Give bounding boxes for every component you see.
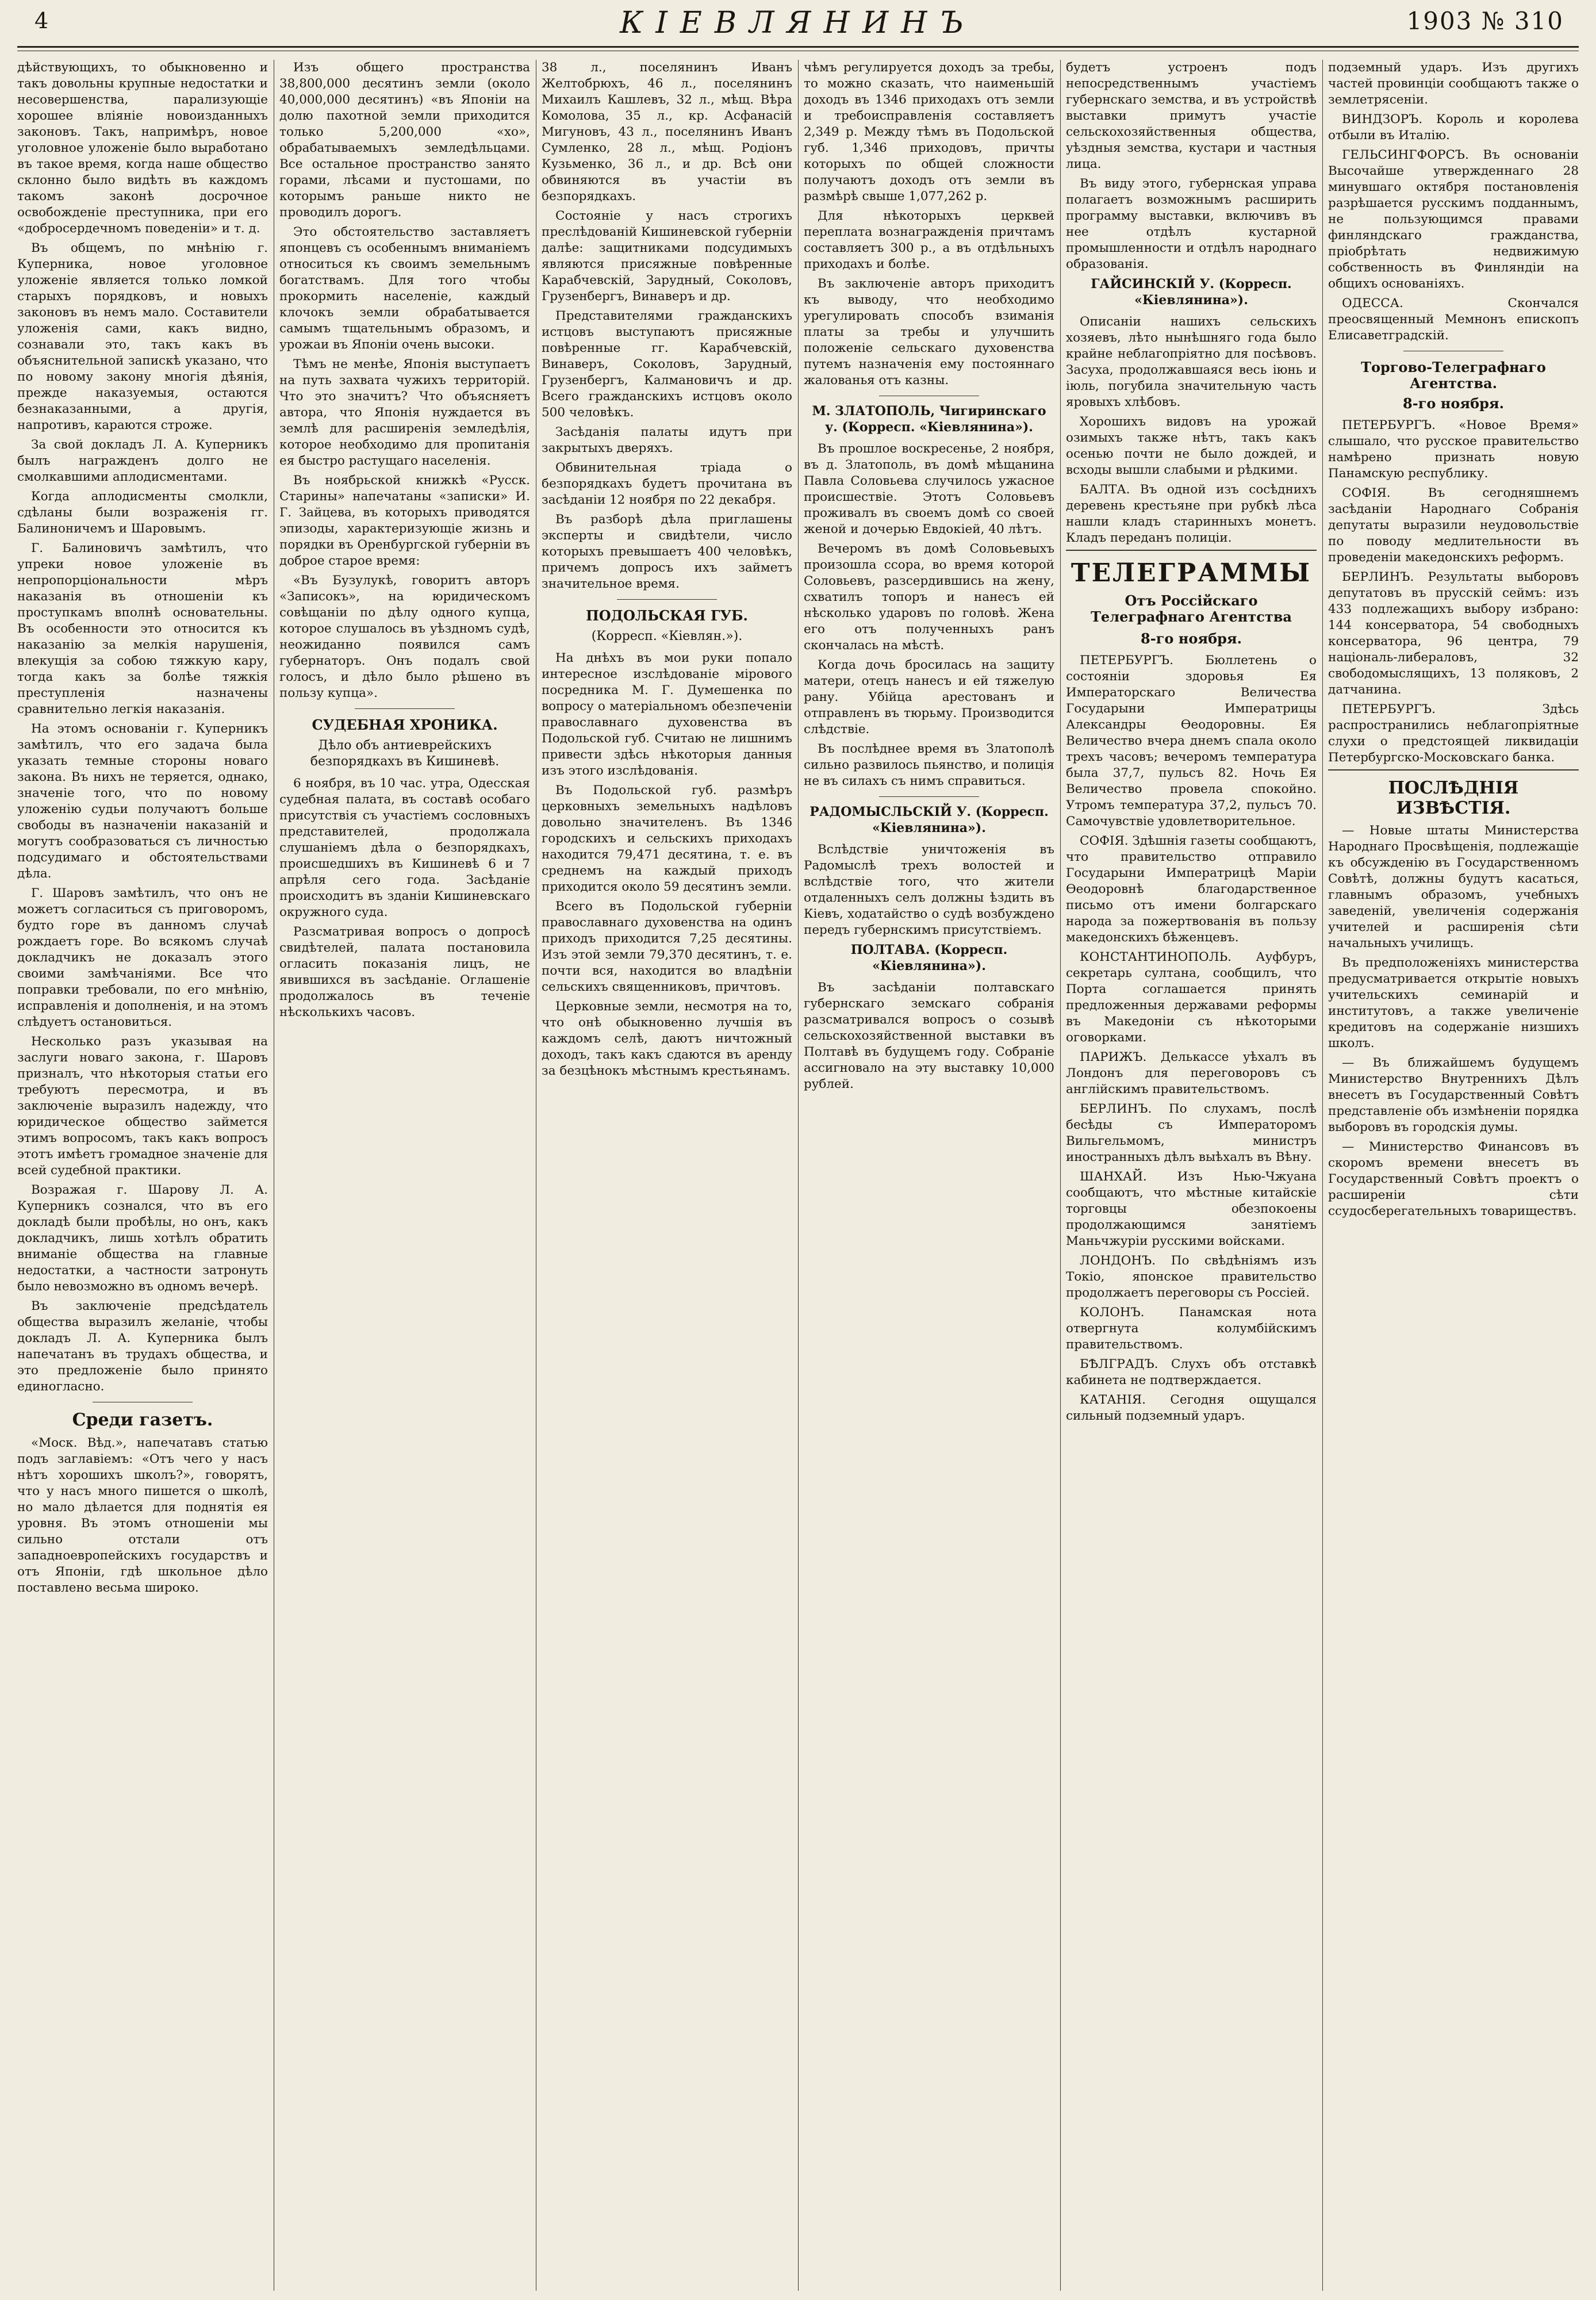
paragraph: Несколько разъ указывая на заслуги новаго закона, г. Шаровъ призналъ, что нѣкоторыя статьи его требуютъ пересмотра, и въ заключеніе выразилъ надежду, что юридическое общество займется этимъ вопросомъ, такъ какъ вопросъ этотъ имѣетъ громадное значеніе для всей судебной практики. [17,1034,268,1178]
paragraph: Для нѣкоторыхъ церквей переплата вознагражденія причтамъ составляетъ 300 р., а въ отдѣльныхъ приходахъ и болѣе. [804,209,1054,271]
article-columns [17,60,1579,2291]
paragraph: Въ ноябрьской книжкѣ «Русск. Старины» напечатаны «записки» И. Г. Зайцева, въ которыхъ приводятся эпизоды, характеризующіе жизнь и порядки въ Оренбургской губерніи въ доброе старое время: [279,473,530,568]
paragraph: Вслѣдствіе уничтоженія въ Радомыслѣ трехъ волостей и вслѣдствіе того, что жители отдаленныхъ селъ должны ѣздить въ Кіевъ, ходатайство о судѣ возбуждено передъ губернскимъ присутствіемъ. [804,842,1054,937]
column-fade [542,2256,792,2291]
paragraph: Изъ общего пространства 38,800,000 десятинъ земли (около 40,000,000 десятинъ) «въ Японіи на долю пахотной земли приходится только 5,200,000 «хо», обрабатываемыхъ земледѣльцами. Все остальное пространство занято горами, лѣсами и пустошами, по которымъ раньше никто не проводилъ дорогъ. [279,60,530,220]
paragraph: Разсматривая вопросъ о допросѣ свидѣтелей, палата постановила огласить показанія лицъ, не явившихся въ засѣданіе. Оглашеніе продолжалось въ теченіе нѣсколькихъ часовъ. [279,924,530,1019]
newspaper-title: КІЕВЛЯНИНЪ [620,6,976,40]
paragraph: БАЛТА. Въ одной изъ сосѣднихъ деревень крестьяне при рубкѣ лѣса нашли кладъ старинныхъ монетъ. Кладъ переданъ полиціи. [1066,482,1317,545]
paragraph: дѣйствующихъ, то обыкновенно и такъ довольны крупные недостатки и несовершенства, парализующіе хорошее вліяніе новоизданныхъ законовъ. Такъ, напримѣръ, новое уголовное уложеніе было выработано въ такое время, когда наше общество склонно было видѣть въ каждомъ такомъ законѣ досрочное освобожденіе преступника, при его «добросердечномъ поведеніи» и т. д. [17,60,268,236]
column-3 [542,60,792,2291]
telegram: подземный ударъ. Изъ другихъ частей провинціи сообщаютъ также о землетрясеніи. [1328,60,1579,107]
correspondent-byline: М. ЗЛАТОПОЛЬ, Чигиринскаго у. (Корресп. «Кіевлянина»). [812,404,1046,435]
paragraph: Когда аплодисменты смолкли, сдѣланы были возраженія гг. Балиноничемъ и Шаровымъ. [17,489,268,536]
section-divider [355,708,455,709]
paragraph: Тѣмъ не менѣе, Японія выступаетъ на путь захвата чужихъ территорій. Что это значитъ? Что объясняетъ автора, что Японія нуждается въ землѣ для расширенія земледѣлія, которое необходимо для пропитанія ея быстро растущаго населенія. [279,357,530,468]
column-6 [1328,60,1579,2291]
paragraph: Хорошихъ видовъ на урожай озимыхъ также нѣтъ, такъ какъ осенью почти не было дождей, и всходы вышли слабыми и рѣдкими. [1066,415,1317,477]
paragraph: Въ предположеніяхъ министерства предусматривается открытіе новыхъ учительскихъ семинарій и институтовъ, а также увеличеніе кредитовъ на содержаніе низшихъ школъ. [1328,956,1579,1051]
paragraph: Церковные земли, несмотря на то, что онѣ обыкновенно лучшія въ каждомъ селѣ, даютъ ничтожный доходъ, такъ какъ сдаются въ аренду за безцѣнокъ мѣстнымъ крестьянамъ. [542,999,792,1078]
telegram: ЛОНДОНЪ. По свѣдѣніямъ изъ Токіо, японское правительство продолжаетъ переговоры съ Россіей. [1066,1253,1317,1300]
column-5 [1066,60,1317,2291]
paragraph: Въ общемъ, по мнѣнію г. Куперника, новое уголовное уложеніе является только ломкой старыхъ порядковъ, и новыхъ законовъ въ немъ мало. Составители уложенія сами, какъ видно, сознавали это, такъ какъ въ объяснительной запискѣ указано, что по новому закону многія дѣянія, прежде наказуемыя, остаются безнаказанными, а другія, напротивъ, караются строже. [17,241,268,432]
paragraph: Всего въ Подольской губерніи православнаго духовенства на одинъ приходъ приходится 7,25 десятины. Изъ этой земли 79,370 десятинъ, т. е. почти вся, находится во владѣніи сельскихъ священниковъ, причтовъ. [542,899,792,994]
telegram: СОФІЯ. Въ сегодняшнемъ засѣданіи Народнаго Собранія депутаты выразили неудовольствіе по поводу медлительности въ проведеніи македонскихъ реформъ. [1328,486,1579,565]
paragraph: Въ заключеніе авторъ приходитъ къ выводу, что необходимо урегулировать способъ взиманія платы за требы и улучшить положеніе сельскаго духовенства путемъ назначенія ему постояннаго жалованья отъ казны. [804,277,1054,388]
paragraph: На днѣхъ въ мои руки попало интересное изслѣдованіе мірового посредника М. Г. Думешенка по вопросу о матеріальномъ обезпеченіи православнаго духовенства въ Подольской губ. Считаю не лишнимъ привести здѣсь нѣкоторыя данныя изъ этого изслѣдованія. [542,650,792,778]
telegram: КОЛОНЪ. Панамская нота отвергнута колумбійскимъ правительствомъ. [1066,1305,1317,1352]
masthead-rule [17,46,1579,48]
paragraph: Въ разборѣ дѣла приглашены эксперты и свидѣтели, число которыхъ превышаетъ 400 человѣкъ, причемъ допросъ ихъ займетъ значительное время. [542,512,792,591]
section-heading-court-chronicle: СУДЕБНАЯ ХРОНИКА. [312,716,498,733]
correspondent-byline: ГАЙСИНСКІЙ У. (Корресп. «Кіевлянина»). [1091,277,1292,308]
section-heading-newspapers: Среди газетъ. [72,1410,213,1430]
section-heading-podolia: ПОДОЛЬСКАЯ ГУБ. [586,607,748,624]
paragraph: Г. Шаровъ замѣтилъ, что онъ не можетъ согласиться съ приговоромъ, будто горе въ данномъ случаѣ рождаетъ горе. Во всякомъ случаѣ докладчикъ не доказалъ этого своими замѣчаніями. Все что поправки требовали, по его мнѣнію, исправленія и дополненія, и на этомъ слѣдуетъ остановиться. [17,886,268,1029]
paragraph: «Моск. Вѣд.», напечатавъ статью подъ заглавіемъ: «Отъ чего у насъ нѣтъ хорошихъ школъ?», говорятъ, что у насъ много пишется о школѣ, но мало дѣлается для поднятія ея уровня. Въ этомъ отношеніи мы сильно отстали отъ западноевропейскихъ государствъ и отъ Японіи, гдѣ школьное дѣло поставлено весьма широко. [17,1435,268,1595]
paragraph: чѣмъ регулируется доходъ за требы, то можно сказать, что наименьшій доходъ въ 1346 приходахъ отъ земли и требоисправленія составляетъ 2,349 р. Между тѣмъ въ Подольской губ. 1,346 приходовъ, причты которыхъ по общей сложности получаютъ доходъ отъ земли въ размѣрѣ свыше 1,077,262 р. [804,60,1054,204]
telegram: БЕРЛИНЪ. По слухамъ, послѣ бесѣды съ Императоромъ Вильгельмомъ, министръ иностранныхъ дѣлъ выѣхалъ въ Вѣну. [1066,1101,1317,1164]
telegram: БЕРЛИНЪ. Результаты выборовъ депутатовъ въ прусскій сеймъ: изъ 433 подлежащихъ выбору избрано: 144 консерватора, 54 свободныхъ консерватора, 96 центра, 79 національ-либераловъ, 32 свободомыслящихъ, 13 поляковъ, 2 датчанина. [1328,570,1579,697]
telegram: ШАНХАЙ. Изъ Нью-Чжуана сообщаютъ, что мѣстные китайскіе торговцы обезпокоены продолжающимся занятіемъ Маньчжуріи русскими войсками. [1066,1169,1317,1248]
paragraph: Въ виду этого, губернская управа полагаетъ возможнымъ расширить программу выставки, включивъ въ нее отдѣлъ кустарной промышленности и отдѣлъ народнаго образованія. [1066,177,1317,271]
column-2 [279,60,530,2291]
paragraph: — Въ ближайшемъ будущемъ Министерство Внутреннихъ Дѣлъ внесетъ въ Государственный Совѣтъ представленіе объ измѣненіи порядка выборовъ въ городскія думы. [1328,1056,1579,1135]
telegram: ПАРИЖЪ. Делькассе уѣхалъ въ Лондонъ для переговоровъ съ англійскимъ правительствомъ. [1066,1049,1317,1097]
paragraph: Обвинительная тріада о безпорядкахъ будетъ прочитана въ засѣданіи 12 ноября по 22 декабря. [542,461,792,507]
paragraph: Въ прошлое воскресенье, 2 ноября, въ д. Златополь, въ домѣ мѣщанина Павла Соловьева случилось ужасное происшествіе. Этотъ Соловьевъ проживалъ въ своемъ домѣ со своей женой и дочерью Евдокіей, 40 лѣтъ. [804,442,1054,536]
telegram-date: 8-го ноября. [1403,395,1504,412]
paragraph: Въ послѣднее время въ Златополѣ сильно развилось пьянство, и полиція не въ силахъ съ нимъ справиться. [804,742,1054,788]
paragraph: — Новые штаты Министерства Народнаго Просвѣщенія, подлежащіе къ обсужденію въ Государственномъ Совѣтѣ, должны будутъ касаться, главнымъ образомъ, учебныхъ заведеній, увеличенія содержанія учителей и расширенія сѣти начальныхъ училищъ. [1328,823,1579,951]
paragraph: «Въ Бузулукѣ, говоритъ авторъ «Записокъ», на юридическомъ совѣщаніи по дѣлу одного купца, которое слушалось въ уѣздномъ судѣ, неожиданно появился самъ губернаторъ. Онъ подалъ свой голосъ, и дѣло было рѣшено въ пользу купца». [279,573,530,700]
section-heading-latest-news: ПОСЛѢДНІЯ ИЗВѢСТІЯ. [1388,778,1519,818]
paragraph: Описаніи нашихъ сельскихъ хозяевъ, лѣто нынѣшняго года было крайне неблагопріятно для посѣвовъ. Засуха, продолжавшаяся весь іюнь и іюль, погубила значительную часть яровыхъ хлѣбовъ. [1066,315,1317,409]
section-heading-telegrams: ТЕЛЕГРАММЫ [1071,558,1312,588]
column-fade [1066,2256,1317,2291]
column-rule [798,60,799,2291]
column-fade [279,2256,530,2291]
paragraph: Въ засѣданіи полтавскаго губернскаго земскаго собранія разсматривался вопросъ о созывѣ сельскохозяйственной выставки въ Полтавѣ въ будущемъ году. Собраніе ассигновало на эту выставку 10,000 рублей. [804,980,1054,1091]
section-subheading: (Корресп. «Кіевлян.»). [591,628,743,643]
column-fade [1328,2256,1579,2291]
paragraph: Г. Балиновичъ замѣтилъ, что упреки новое уложеніе въ непропорціональности мѣръ наказанія въ отношеніи къ проступкамъ вполнѣ основательны. Въ особенности это относится къ наказанію за мелкія нарушенія, влекущія за собою тяжкую кару, тогда какъ за болѣе тяжкія преступленія назначены сравнительно легкія наказанія. [17,541,268,716]
paragraph: 38 л., поселянинъ Иванъ Желтобрюхъ, 46 л., поселянинъ Михаилъ Кашлевъ, 32 л., мѣщ. Вѣра Комолова, 35 л., кр. Асфанасій Мигуновъ, 43 л., поселянинъ Иванъ Сумленко, 28 л., мѣщ. Родіонъ Кузьменко, 36 л., и др. Всѣ они обвиняются въ участіи въ безпорядкахъ. [542,60,792,204]
column-rule [1060,60,1061,2291]
paragraph: Вечеромъ въ домѣ Соловьевыхъ произошла ссора, во время которой Соловьевъ, разсердившись на жену, схватилъ топоръ и нанесъ ей нѣсколько ударовъ по головѣ. Жена его отъ полученныхъ ранъ скончалась на мѣстѣ. [804,542,1054,653]
paragraph: Возражая г. Шарову Л. А. Куперникъ сознался, что въ его докладѣ были пробѣлы, но онъ, какъ докладчикъ, лишь хотѣлъ обратить вниманіе общества на главные недостатки, а частности затронуть было невозможно въ одномъ вечерѣ. [17,1183,268,1294]
column-fade [17,2256,268,2291]
page-number: 4 [34,8,49,33]
correspondent-byline: РАДОМЫСЛЬСКІЙ У. (Корресп. «Кіевлянина»). [809,804,1049,835]
section-subheading: Дѣло объ антиеврейскихъ безпорядкахъ въ Кишиневѣ. [310,738,500,769]
paragraph: Это обстоятельство заставляетъ японцевъ съ особеннымъ вниманіемъ относиться къ своимъ земельнымъ богатствамъ. Для того чтобы прокормить населеніе, каждый клочокъ земли обрабатывается самымъ тщательнымъ образомъ, и урожаи въ Японіи очень высоки. [279,225,530,352]
telegram-date: 8-го ноября. [1141,630,1242,647]
section-divider [1328,769,1579,770]
telegram: БѢЛГРАДЪ. Слухъ объ отставкѣ кабинета не подтверждается. [1066,1356,1317,1387]
telegram: ПЕТЕРБУРГЪ. Бюллетень о состояніи здоровья Ея Императорскаго Величества Государыни Императрицы Александры Ѳеодоровны. Ея Величество вчера днемъ спала около трехъ часовъ; вечеромъ температура была 37,7, пульсъ 82. Ночь Ея Величество провела спокойно. Утромъ температура 37,2, пульсъ 70. Самочувствіе удовлетворительное. [1066,653,1317,829]
section-divider [617,599,717,600]
paragraph: — Министерство Финансовъ въ скоромъ времени внесетъ въ Государственный Совѣтъ проектъ о расширеніи сѣти ссудосберегательныхъ товариществъ. [1328,1140,1579,1219]
telegram: СОФІЯ. Здѣшнія газеты сообщаютъ, что правительство отправило Государыни Императрицѣ Маріи Ѳеодоровнѣ благодарственное письмо отъ имени болгарскаго народа за пожертвованія въ пользу македонскихъ бѣженцевъ. [1066,833,1317,945]
telegram: ГЕЛЬСИНГФОРСЪ. Въ основаніи Высочайше утвержденнаго 28 минувшаго октября постановленія разрѣшается русскимъ подданнымъ, не пользующимся правами финляндскаго гражданства, пріобрѣтать недвижимую собственность въ Финляндіи на общихъ основаніяхъ. [1328,148,1579,291]
column-rule [1322,60,1323,2291]
section-divider [879,796,979,797]
section-divider [1066,550,1317,551]
column-fade [804,2256,1054,2291]
paragraph: За свой докладъ Л. А. Куперникъ былъ награжденъ долго не смолкавшими аплодисментами. [17,438,268,484]
paragraph: 6 ноября, въ 10 час. утра, Одесская судебная палата, въ составѣ особаго присутствія съ участіемъ сословныхъ представителей, продолжала слушаніемъ дѣла о безпорядкахъ, происшедшихъ въ Кишиневѣ 6 и 7 апрѣля сего года. Засѣданіе происходитъ въ зданіи Кишиневскаго окружного суда. [279,776,530,919]
telegram: ВИНДЗОРЪ. Король и королева отбыли въ Италію. [1328,112,1579,143]
paragraph: Въ заключеніе предсѣдатель общества выразилъ желаніе, чтобы докладъ Л. А. Куперника былъ напечатанъ въ трудахъ общества, и это предложеніе было принято единогласно. [17,1299,268,1394]
paragraph: На этомъ основаніи г. Куперникъ замѣтилъ, что его задача была указать темные стороны новаго закона. Въ нихъ не теряется, однако, значеніе того, что по новому уложенію судьи получаютъ больше свободы въ назначеніи наказаній и могутъ сообразоваться съ личностью подсудимаго и обстоятельствами дѣла. [17,722,268,881]
telegram-agency: Отъ Россійскаго Телеграфнаго Агентства [1091,592,1292,625]
correspondent-byline: ПОЛТАВА. (Корресп. «Кіевлянина»). [850,942,1008,973]
paragraph: Въ Подольской губ. размѣръ церковныхъ земельныхъ надѣловъ довольно значителенъ. Въ 1346 городскихъ и сельскихъ приходахъ находится 79,471 десятина, т. е. въ среднемъ на каждый приходъ приходится около 59 десятинъ земли. [542,783,792,894]
section-heading-trade-agency: Торгово-Телеграфнаго Агентства. [1361,359,1546,392]
telegram: КАТАНІЯ. Сегодня ощущался сильный подземный ударъ. [1066,1392,1317,1423]
paragraph: Когда дочь бросилась на защиту матери, отецъ нанесъ и ей тяжелую рану. Убійца арестованъ и отправленъ въ тюрьму. Производится слѣдствіе. [804,658,1054,737]
telegram: ПЕТЕРБУРГЪ. «Новое Время» слышало, что русское правительство намѣрено признать новую Панамскую республику. [1328,418,1579,481]
column-4 [804,60,1054,2291]
paragraph: Засѣданія палаты идутъ при закрытыхъ дверяхъ. [542,425,792,455]
masthead [0,0,1596,64]
paragraph: Представителями гражданскихъ истцовъ выступаютъ присяжные повѣренные гг. Карабчевскій, Винаверъ, Соколовъ, Зарудный, Грузенбергъ, Калмановичъ и др. Всего гражданскихъ истцовъ около 500 человѣкъ. [542,309,792,420]
issue-number: 1903 № 310 [1406,7,1564,35]
column-1 [17,60,268,2291]
paragraph: будетъ устроенъ подъ непосредственнымъ участіемъ губернскаго земства, и въ устройствѣ выставки примутъ участіе сельскохозяйственныя общества, уѣздныя земства, кустари и частныя лица. [1066,60,1317,171]
telegram: ОДЕССА. Скончался преосвященный Мемнонъ епископъ Елисаветградскій. [1328,296,1579,343]
paragraph: Состояніе у насъ строгихъ преслѣдованій Кишиневской губерніи далѣе: защитниками подсудимыхъ являются присяжные повѣренные Карабчевскій, Зарудный, Соколовъ, Грузенбергъ, Винаверъ и др. [542,209,792,304]
telegram: ПЕТЕРБУРГЪ. Здѣсь распространились неблагопріятные слухи о предстоящей ликвидаціи Петербургско-Московскаго банка. [1328,702,1579,765]
telegram: КОНСТАНТИНОПОЛЬ. Ауфбуръ, секретарь султана, сообщилъ, что Порта соглашается принять предложенныя державами реформы въ Македоніи съ нѣкоторыми оговорками. [1066,949,1317,1045]
